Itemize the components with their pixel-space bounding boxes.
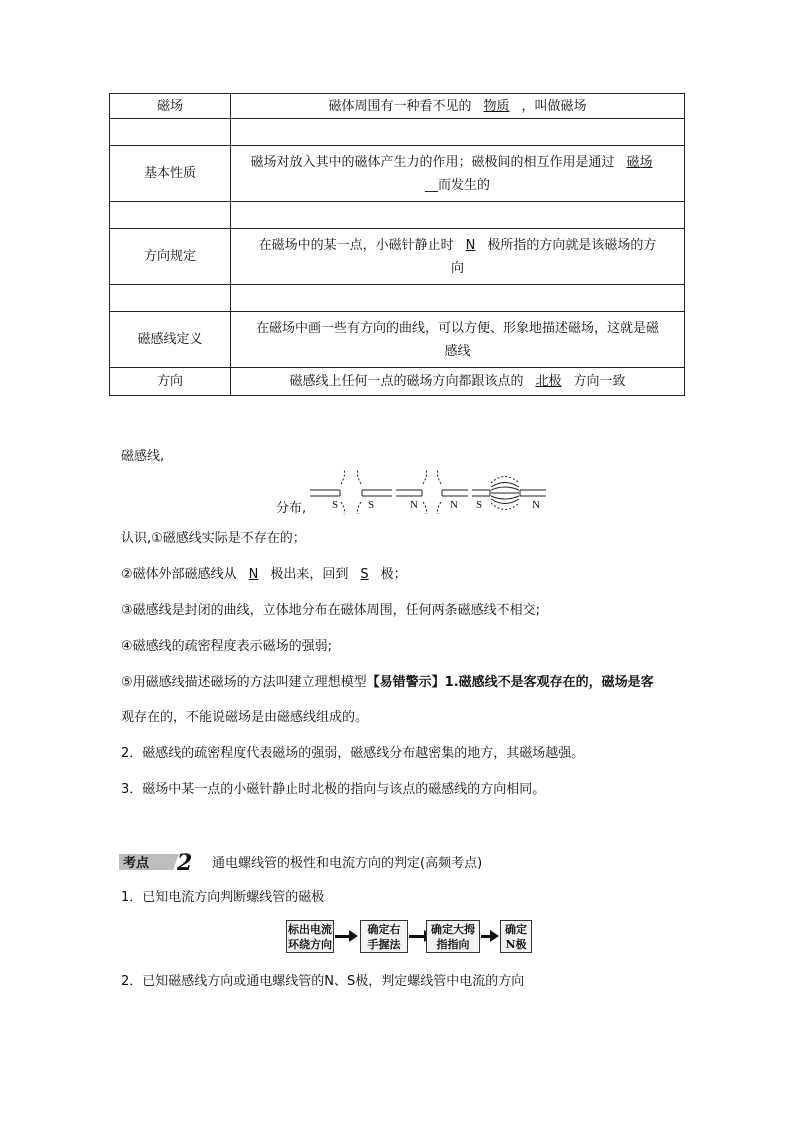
flow-step: 确定大拇 指指向 xyxy=(426,920,480,953)
table-row xyxy=(110,119,685,146)
magnet-pole-label: N xyxy=(450,499,458,511)
row-value: 在磁场中的某一点，小磁针静止时 N 极所指的方向就是该磁场的方 向 xyxy=(231,229,685,285)
point-5: ⑤用磁感线描述磁场的方法叫建立理想模型【易错警示】1.磁感线不是客观存在的，磁场是客 xyxy=(121,675,654,690)
section-title: 通电螺线管的极性和电流方向的判定(高频考点) xyxy=(212,856,483,871)
item-2: 2．已知磁感线方向或通电螺线管的N、S极，判定螺线管中电流的方向 xyxy=(121,974,525,989)
flow-step: 确定右 手握法 xyxy=(360,920,408,953)
flow-step: 标出电流 环绕方向 xyxy=(286,920,334,953)
maglines-title: 磁感线, xyxy=(121,449,165,464)
definition-table xyxy=(109,93,685,396)
row-value: 磁场对放入其中的磁体产生力的作用；磁极间的相互作用是通过 磁场 __而发生的 xyxy=(231,146,685,202)
table-row xyxy=(110,229,685,285)
row-key: 方向 xyxy=(110,368,231,396)
row-value: 磁体周围有一种看不见的 物质 ，叫做磁场 xyxy=(231,94,685,119)
point-1: 认识,①磁感线实际是不存在的； xyxy=(121,531,306,546)
point-4: ④磁感线的疏密程度表示磁场的强弱; xyxy=(121,639,333,654)
flow-step: 确定 N极 xyxy=(500,920,532,953)
badge-number: 2 xyxy=(177,850,193,872)
point-5-cont: 观存在的，不能说磁场是由磁感线组成的。 xyxy=(121,710,369,725)
magnet-pole-label: S xyxy=(332,499,339,511)
point-2: ②磁体外部磁感线从 N 极出来，回到 S 极； xyxy=(121,567,407,582)
table-row xyxy=(110,312,685,368)
row-key: 磁感线定义 xyxy=(110,312,231,368)
table-row xyxy=(110,202,685,229)
row-value: 在磁场中画一些有方向的曲线，可以方便、形象地描述磁场，这就是磁 感线 xyxy=(231,312,685,368)
row-key: 基本性质 xyxy=(110,146,231,202)
note-3: 3．磁场中某一点的小磁针静止时北极的指向与该点的磁感线的方向相同。 xyxy=(121,782,546,797)
magnet-pole-label: S xyxy=(476,499,483,511)
table-row xyxy=(110,146,685,202)
magnet-pole-label: N xyxy=(532,499,540,511)
table-row xyxy=(110,94,685,119)
note-2: 2．磁感线的疏密程度代表磁场的强弱，磁感线分布越密集的地方，其磁场越强。 xyxy=(121,746,585,761)
magnet-pole-label: S xyxy=(368,499,375,511)
badge-text: 考点 xyxy=(123,856,150,871)
table-row xyxy=(110,368,685,396)
row-key: 方向规定 xyxy=(110,229,231,285)
item-1: 1．已知电流方向判断螺线管的磁极 xyxy=(121,890,325,905)
magnet-pole-label: N xyxy=(410,499,418,511)
magnetic-field-diagram xyxy=(310,470,550,514)
table-row xyxy=(110,285,685,312)
row-key: 磁场 xyxy=(110,94,231,119)
point-3: ③磁感线是封闭的曲线，立体地分布在磁体周围，任何两条磁感线不相交; xyxy=(121,603,541,618)
distribution-label: 分布, xyxy=(276,501,307,516)
section-badge xyxy=(119,850,199,872)
row-value: 磁感线上任何一点的磁场方向都跟该点的 北极 方向一致 xyxy=(231,368,685,396)
